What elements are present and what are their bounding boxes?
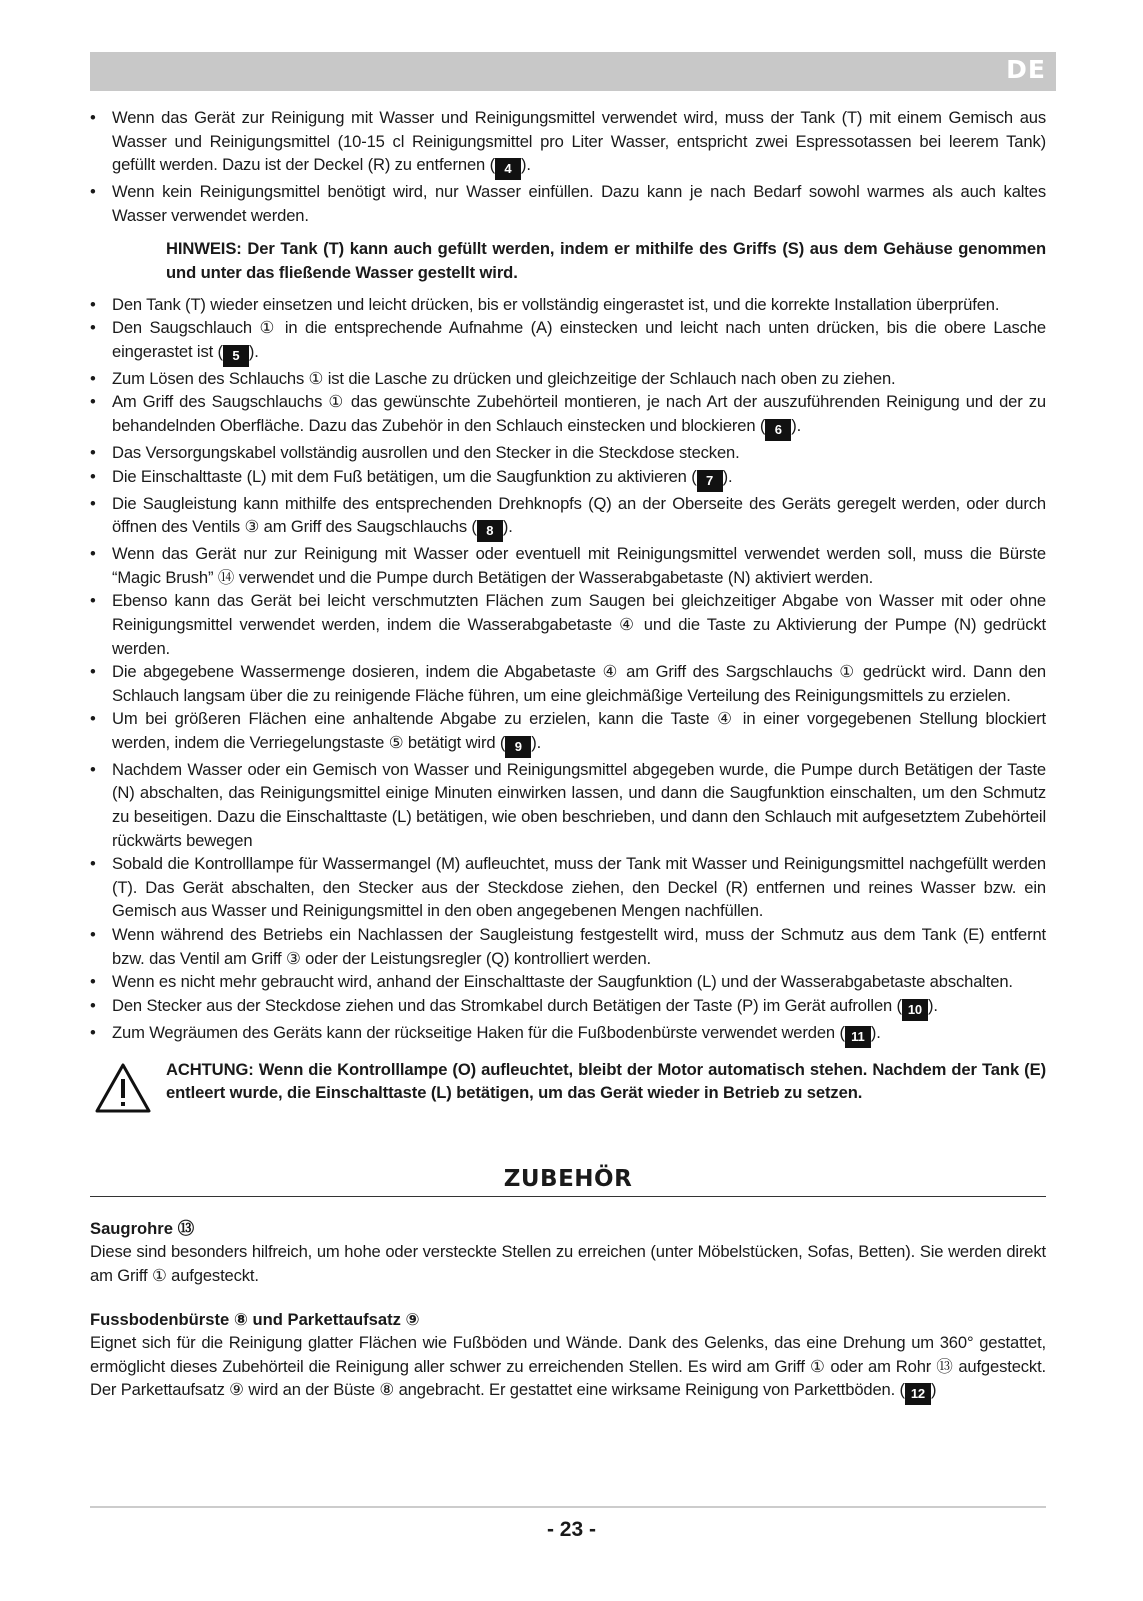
list-item: • Die abgegebene Wassermenge dosieren, indem die Abgabetaste ④ am Griff des Sargschlauchs ① gedrückt wird. Dann den Schlauch langsam über die zu reinigende Fläche führen, um eine gleichmäßige Verteilung des Reinigungsmittels zu erzielen. [90, 660, 1046, 707]
subsection-fussbodenbuerste [90, 1308, 1046, 1406]
list-item: • Wenn es nicht mehr gebraucht wird, anhand der Einschalttaste der Saugfunktion (L) und der Wasserabgabetaste abschalten. [90, 970, 1046, 994]
page-number: - 23 - [546, 1518, 596, 1541]
list-item: • Den Tank (T) wieder einsetzen und leicht drücken, bis er vollständig eingerastet ist, und die korrekte Installation überprüfen. [90, 293, 1046, 317]
list-item: • Die Saugleistung kann mithilfe des entsprechenden Drehknopfs (Q) an der Oberseite des Geräts geregelt werden, oder durch öffnen des Ventils ③ am Griff des Saugschlauchs ( 8 ). [90, 492, 1046, 543]
list-item: • Wenn das Gerät zur Reinigung mit Wasser und Reinigungsmittel verwendet wird, muss der Tank (T) mit einem Gemisch aus Wasser und Reinigungsmittel (10-15 cl Reinigungsmittel pro Liter Wasser, entspricht zwei Espressotassen bei leerem Tank) gefüllt werden. Dazu ist der Deckel (R) zu entfernen ( 4 ). [90, 106, 1046, 180]
warning-block [90, 1058, 1046, 1114]
figure-reference-badge: 9 [505, 736, 531, 758]
figure-reference-badge: 8 [477, 520, 503, 542]
figure-reference-badge: 4 [495, 158, 521, 180]
list-item: • Wenn während des Betriebs ein Nachlassen der Saugleistung festgestellt wird, muss der Schmutz aus dem Tank (E) entfernt bzw. das Ventil am Griff ③ oder der Leistungsregler (Q) kontrolliert werden. [90, 923, 1046, 970]
warning-triangle-icon [94, 1062, 152, 1114]
footer-divider [90, 1506, 1046, 1508]
subsection-heading: Saugrohre ⑬ [90, 1218, 195, 1238]
figure-reference-badge: 5 [223, 345, 249, 367]
figure-reference-badge: 7 [697, 470, 723, 492]
list-item: • Den Stecker aus der Steckdose ziehen und das Stromkabel durch Betätigen der Taste (P) im Gerät aufrollen ( 10 ). [90, 994, 1046, 1021]
warning-text: ACHTUNG: Wenn die Kontrolllampe (O) aufleuchtet, bleibt der Motor automatisch stehen. Nachdem der Tank (E) entleert wurde, die Einschalttaste (L) betätigen, um das Gerät wieder in Betrieb zu setzen. [166, 1059, 1046, 1103]
bullet-list-top [90, 106, 1046, 227]
list-item: • Die Einschalttaste (L) mit dem Fuß betätigen, um die Saugfunktion zu aktivieren ( 7 ). [90, 465, 1046, 492]
subsection-saugrohre [90, 1217, 1046, 1288]
list-item: • Zum Lösen des Schlauchs ① ist die Lasche zu drücken und gleichzeitige der Schlauch nach oben zu ziehen. [90, 367, 1046, 391]
list-item: • Sobald die Kontrolllampe für Wassermangel (M) aufleuchtet, muss der Tank mit Wasser und Reinigungsmittel nachgefüllt werden (T). Das Gerät abschalten, den Stecker aus der Steckdose ziehen, den Deckel (R) entfernen und reines Wasser bzw. ein Gemisch aus Wasser und Reinigungsmittel in den oben angegebenen Mengen nachfüllen. [90, 852, 1046, 923]
list-item: • Wenn kein Reinigungsmittel benötigt wird, nur Wasser einfüllen. Dazu kann je nach Bedarf sowohl warmes als auch kaltes Wasser verwendet werden. [90, 180, 1046, 227]
figure-reference-badge: 6 [765, 419, 791, 441]
subsection-text: Eignet sich für die Reinigung glatter Flächen wie Fußböden und Wände. Dank des Gelenks, das eine Drehung um 360° gestattet, ermöglicht dieses Zubehörteil die Reinigung aller schwer zu erreichenden Stellen. Es wird am Griff ① oder am Rohr ⑬ aufgesteckt. Der Parkettaufsatz ⑨ wird an der Büste ⑧ angebracht. Er gestattet eine wirksame Reinigung von Parkettböden. ( 12 ) [90, 1331, 1046, 1405]
list-item: • Um bei größeren Flächen eine anhaltende Abgabe zu erzielen, kann die Taste ④ in einer vorgegebenen Stellung blockiert werden, indem die Verriegelungstaste ⑤ betätigt wird ( 9 ). [90, 707, 1046, 758]
list-item: • Wenn das Gerät nur zur Reinigung mit Wasser oder eventuell mit Reinigungsmittel verwendet werden soll, muss die Bürste “Magic Brush” ⑭ verwendet und die Pumpe durch Betätigen der Wasserabgabetaste (N) aktiviert werden. [90, 542, 1046, 589]
list-item: • Zum Wegräumen des Geräts kann der rückseitige Haken für die Fußbodenbürste verwendet werden ( 11 ). [90, 1021, 1046, 1048]
list-item: • Den Saugschlauch ① in die entsprechende Aufnahme (A) einstecken und leicht nach unten drücken, bis die obere Lasche eingerastet ist ( 5 ). [90, 316, 1046, 367]
list-item: • Nachdem Wasser oder ein Gemisch von Wasser und Reinigungsmittel abgegeben wurde, die Pumpe durch Betätigen der Taste (N) abschalten, das Reinigungsmittel einige Minuten einwirken lassen, und dann die Saugfunktion einschalten, um den Schmutz zu beseitigen. Dazu die Einschalttaste (L) betätigen, wie oben beschrieben, und dann den Schlauch mit aufgesetztem Zubehörteil rückwärts bewegen [90, 758, 1046, 852]
figure-reference-badge: 11 [845, 1026, 871, 1048]
page-content [90, 106, 1046, 1405]
language-code: DE [1006, 55, 1046, 84]
list-item: • Ebenso kann das Gerät bei leicht verschmutzten Flächen zum Saugen bei gleichzeitiger Abgabe von Wasser mit oder ohne Reinigungsmittel verwendet werden, indem die Wasserabgabetaste ④ und die Taste zu Aktivierung der Pumpe (N) gedrückt werden. [90, 589, 1046, 660]
section-title: ZUBEHÖR [90, 1166, 1046, 1197]
list-item: • Das Versorgungskabel vollständig ausrollen und den Stecker in die Steckdose stecken. [90, 441, 1046, 465]
bullet-list-main [90, 293, 1046, 1048]
subsection-text: Diese sind besonders hilfreich, um hohe oder versteckte Stellen zu erreichen (unter Möbelstücken, Sofas, Betten). Sie werden direkt am Griff ① aufgesteckt. [90, 1242, 1046, 1285]
note-hint: HINWEIS: Der Tank (T) kann auch gefüllt werden, indem er mithilfe des Griffs (S) aus dem Gehäuse genommen und unter das fließende Wasser gestellt wird. [166, 239, 1046, 282]
language-header-bar [90, 52, 1056, 91]
figure-reference-badge: 10 [902, 999, 928, 1021]
list-item: • Am Griff des Saugschlauchs ① das gewünschte Zubehörteil montieren, je nach Art der auszuführenden Reinigung und der zu behandelnden Oberfläche. Dazu das Zubehör in den Schlauch einstecken und blockieren ( 6 ). [90, 390, 1046, 441]
figure-reference-badge: 12 [905, 1383, 931, 1405]
subsection-heading: Fussbodenbürste ⑧ und Parkettaufsatz ⑨ [90, 1309, 420, 1329]
